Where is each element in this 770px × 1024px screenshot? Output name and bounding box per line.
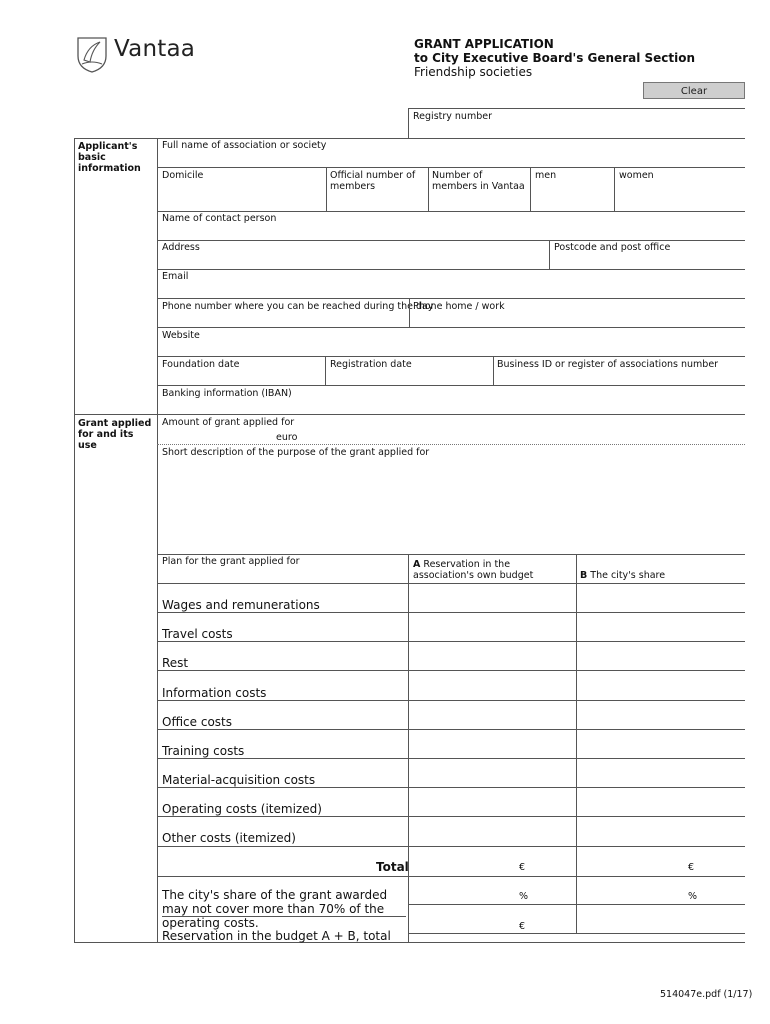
email-field[interactable] xyxy=(158,284,745,298)
amount-label: Amount of grant applied for xyxy=(162,417,295,428)
women-label: women xyxy=(619,170,654,181)
contact-person-label: Name of contact person xyxy=(162,213,277,224)
other-a-field[interactable] xyxy=(409,817,575,845)
travel-b-field[interactable] xyxy=(577,613,745,641)
logo-text: Vantaa xyxy=(114,36,196,62)
cost-row-label-office: Office costs xyxy=(162,715,232,729)
business-id-label: Business ID or register of associations number xyxy=(497,359,719,370)
amount-field[interactable] xyxy=(158,429,270,443)
total-b-euro: € xyxy=(688,862,695,873)
percent-b-field xyxy=(577,877,685,904)
total-a-field xyxy=(409,847,513,875)
total-label: Total xyxy=(376,860,409,874)
contact-person-field[interactable] xyxy=(158,226,745,240)
men-field[interactable] xyxy=(531,184,613,210)
foundation-date-label: Foundation date xyxy=(162,359,240,370)
wages-a-field[interactable] xyxy=(409,584,575,612)
material-a-field[interactable] xyxy=(409,759,575,787)
domicile-field[interactable] xyxy=(158,184,325,210)
cost-row-label-wages: Wages and remunerations xyxy=(162,598,320,612)
city-share-note: The city's share of the grant awarded may not cover more than 70% of the operating costs. xyxy=(162,888,388,930)
official-members-label: Official number of members xyxy=(330,170,416,192)
form-title: GRANT APPLICATION xyxy=(414,37,554,51)
applicant-section-label: Applicant's basic information xyxy=(78,141,141,174)
col-a-header: A Reservation in the association's own budget xyxy=(413,559,534,581)
rest-b-field[interactable] xyxy=(577,642,745,670)
phone-day-label: Phone number where you can be reached during the day xyxy=(162,301,434,312)
official-members-field[interactable] xyxy=(327,194,427,210)
total-a-euro: € xyxy=(519,862,526,873)
page-reference: 514047e.pdf (1/17) xyxy=(660,989,753,1000)
travel-a-field[interactable] xyxy=(409,613,575,641)
domicile-label: Domicile xyxy=(162,170,204,181)
grant-section-label: Grant applied for and its use xyxy=(78,418,152,451)
cost-row-label-material: Material-acquisition costs xyxy=(162,773,316,787)
registry-number-field[interactable] xyxy=(409,123,745,137)
banking-field[interactable] xyxy=(158,400,745,414)
members-vantaa-label: Number of members in Vantaa xyxy=(432,170,525,192)
address-field[interactable] xyxy=(158,255,548,269)
women-field[interactable] xyxy=(615,184,745,210)
business-id-field[interactable] xyxy=(494,371,745,385)
phone-day-field[interactable] xyxy=(158,313,408,327)
men-label: men xyxy=(535,170,557,181)
operating-a-field[interactable] xyxy=(409,788,575,816)
website-label: Website xyxy=(162,330,200,341)
reservation-total-euro: € xyxy=(519,921,526,932)
total-b-field xyxy=(577,847,685,875)
cost-row-label-other: Other costs (itemized) xyxy=(162,831,296,845)
website-field[interactable] xyxy=(158,342,745,356)
plan-label: Plan for the grant applied for xyxy=(162,556,300,567)
address-label: Address xyxy=(162,242,200,253)
training-a-field[interactable] xyxy=(409,730,575,758)
members-vantaa-field[interactable] xyxy=(429,194,529,210)
registry-number-label: Registry number xyxy=(413,111,492,122)
full-name-label: Full name of association or society xyxy=(162,140,327,151)
postcode-label: Postcode and post office xyxy=(554,242,671,253)
operating-b-field[interactable] xyxy=(577,788,745,816)
phone-home-label: Phone home / work xyxy=(413,301,505,312)
cost-row-label-operating: Operating costs (itemized) xyxy=(162,802,322,816)
postcode-field[interactable] xyxy=(550,255,745,269)
information-b-field[interactable] xyxy=(577,671,745,699)
form-subtitle: to City Executive Board's General Section xyxy=(414,51,696,65)
reservation-total-label: Reservation in the budget A + B, total xyxy=(162,929,391,943)
reservation-total-field xyxy=(409,905,513,933)
cost-row-label-travel: Travel costs xyxy=(162,627,233,641)
percent-b-symbol: % xyxy=(688,891,698,902)
email-label: Email xyxy=(162,271,189,282)
registration-date-field[interactable] xyxy=(326,371,492,385)
cost-row-label-training: Training costs xyxy=(162,744,245,758)
form-category: Friendship societies xyxy=(414,65,533,79)
information-a-field[interactable] xyxy=(409,671,575,699)
description-label: Short description of the purpose of the grant applied for xyxy=(162,447,430,458)
full-name-field[interactable] xyxy=(158,152,745,166)
percent-a-symbol: % xyxy=(519,891,529,902)
cost-row-label-information: Information costs xyxy=(162,686,267,700)
registration-date-label: Registration date xyxy=(330,359,412,370)
clear-button[interactable]: Clear xyxy=(643,82,745,99)
rest-a-field[interactable] xyxy=(409,642,575,670)
percent-a-field xyxy=(409,877,513,904)
training-b-field[interactable] xyxy=(577,730,745,758)
col-b-header: B The city's share xyxy=(580,570,666,581)
office-b-field[interactable] xyxy=(577,701,745,729)
wages-b-field[interactable] xyxy=(577,584,745,612)
euro-label: euro xyxy=(276,432,298,443)
vantaa-logo-icon xyxy=(74,34,110,74)
cost-row-label-rest: Rest xyxy=(162,656,189,670)
foundation-date-field[interactable] xyxy=(158,371,324,385)
description-field[interactable] xyxy=(158,460,745,554)
material-b-field[interactable] xyxy=(577,759,745,787)
office-a-field[interactable] xyxy=(409,701,575,729)
phone-home-field[interactable] xyxy=(410,313,745,327)
banking-label: Banking information (IBAN) xyxy=(162,388,292,399)
other-b-field[interactable] xyxy=(577,817,745,845)
